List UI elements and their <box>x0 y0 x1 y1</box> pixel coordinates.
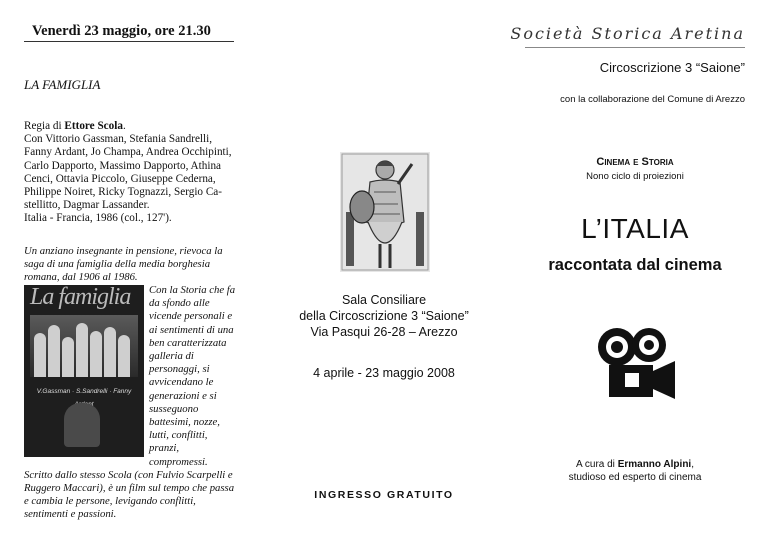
series-name: Cinema e Storia <box>596 156 674 168</box>
right-column <box>510 0 745 537</box>
date-divider <box>24 41 234 42</box>
venue-address: Via Pasqui 26-28 – Arezzo <box>310 325 458 339</box>
venue <box>270 292 498 340</box>
allegorical-figure-icon <box>340 152 430 272</box>
film-title: LA FAMIGLIA <box>24 77 101 92</box>
subtitle: raccontata dal cinema <box>548 256 722 274</box>
society-name: Società Storica Aretina <box>510 24 745 43</box>
free-entry-label: INGRESSO GRATUITO <box>314 489 454 501</box>
poster-family-photo <box>30 315 138 377</box>
synopsis-body <box>24 284 236 522</box>
curator-name: Ermanno Alpini <box>617 459 692 470</box>
venue-district: della Circoscrizione 3 “Saione” <box>299 309 469 323</box>
poster-child-figure <box>64 403 100 447</box>
collaboration-note: con la collaborazione del Comune di Arezzo <box>560 94 745 105</box>
venue-hall: Sala Consiliare <box>341 293 427 307</box>
film-credits <box>24 120 236 226</box>
main-title: L’ITALIA <box>581 213 689 244</box>
screening-date: Venerdì 23 maggio, ore 21.30 <box>32 23 211 39</box>
regia-label: Regia di <box>24 120 65 132</box>
film-poster <box>24 285 144 457</box>
synopsis-intro: Un anziano insegnante in pensione, rievoca la saga di una famiglia della media borghesia romana, dal 1906 al 1986. <box>24 245 223 284</box>
director-name: Ettore Scola <box>64 120 123 132</box>
society-divider <box>525 47 745 48</box>
synopsis-text: Con la Storia che fa da sfondo alle vicende personali e ai sentimenti di una ben caratterizzata galleria di personaggi, si avvicendano le generazioni e si susseguono battesimi, nozze, lutti, conflitti, pranzi, compromessi. Scritto dallo stesso Scola (con Fulvio Scarpelli e Ruggero Maccari), è un film sul tempo che passa e cambia le persone, levigando conflitti, sentimenti e passioni. <box>24 284 236 521</box>
left-column <box>24 20 236 520</box>
district-name: Circoscrizione 3 “Saione” <box>599 60 745 75</box>
curator-role: studioso ed esperto di cinema <box>568 472 702 483</box>
director-end: . <box>122 120 126 132</box>
film-origin: Italia - Francia, 1986 (col., 127'). <box>24 212 172 225</box>
poster-credit: V.Gassman · S.Sandrelli · Fanny <box>36 388 132 395</box>
curator-line: A cura di Ermanno Alpini, <box>575 459 694 470</box>
poster-title: La famiglia <box>30 285 131 310</box>
curator <box>525 458 745 484</box>
event-dates: 4 aprile - 23 maggio 2008 <box>313 366 455 380</box>
movie-camera-icon <box>595 327 679 403</box>
cycle-label: Nono ciclo di proiezioni <box>586 171 684 182</box>
cast-list: Con Vittorio Gassman, Stefania Sandrelli, Fanny Ardant, Jo Champa, Andrea Occhipinti, Carlo Dapporto, Massimo Dapporto, Athina Cenci, Ottavia Piccolo, Giuseppe Cederna, Philippe Noiret, Ricky Tognazzi, Sergio Ca-stellitto, Dagmar Lassander. <box>24 133 232 212</box>
middle-column <box>270 0 498 537</box>
